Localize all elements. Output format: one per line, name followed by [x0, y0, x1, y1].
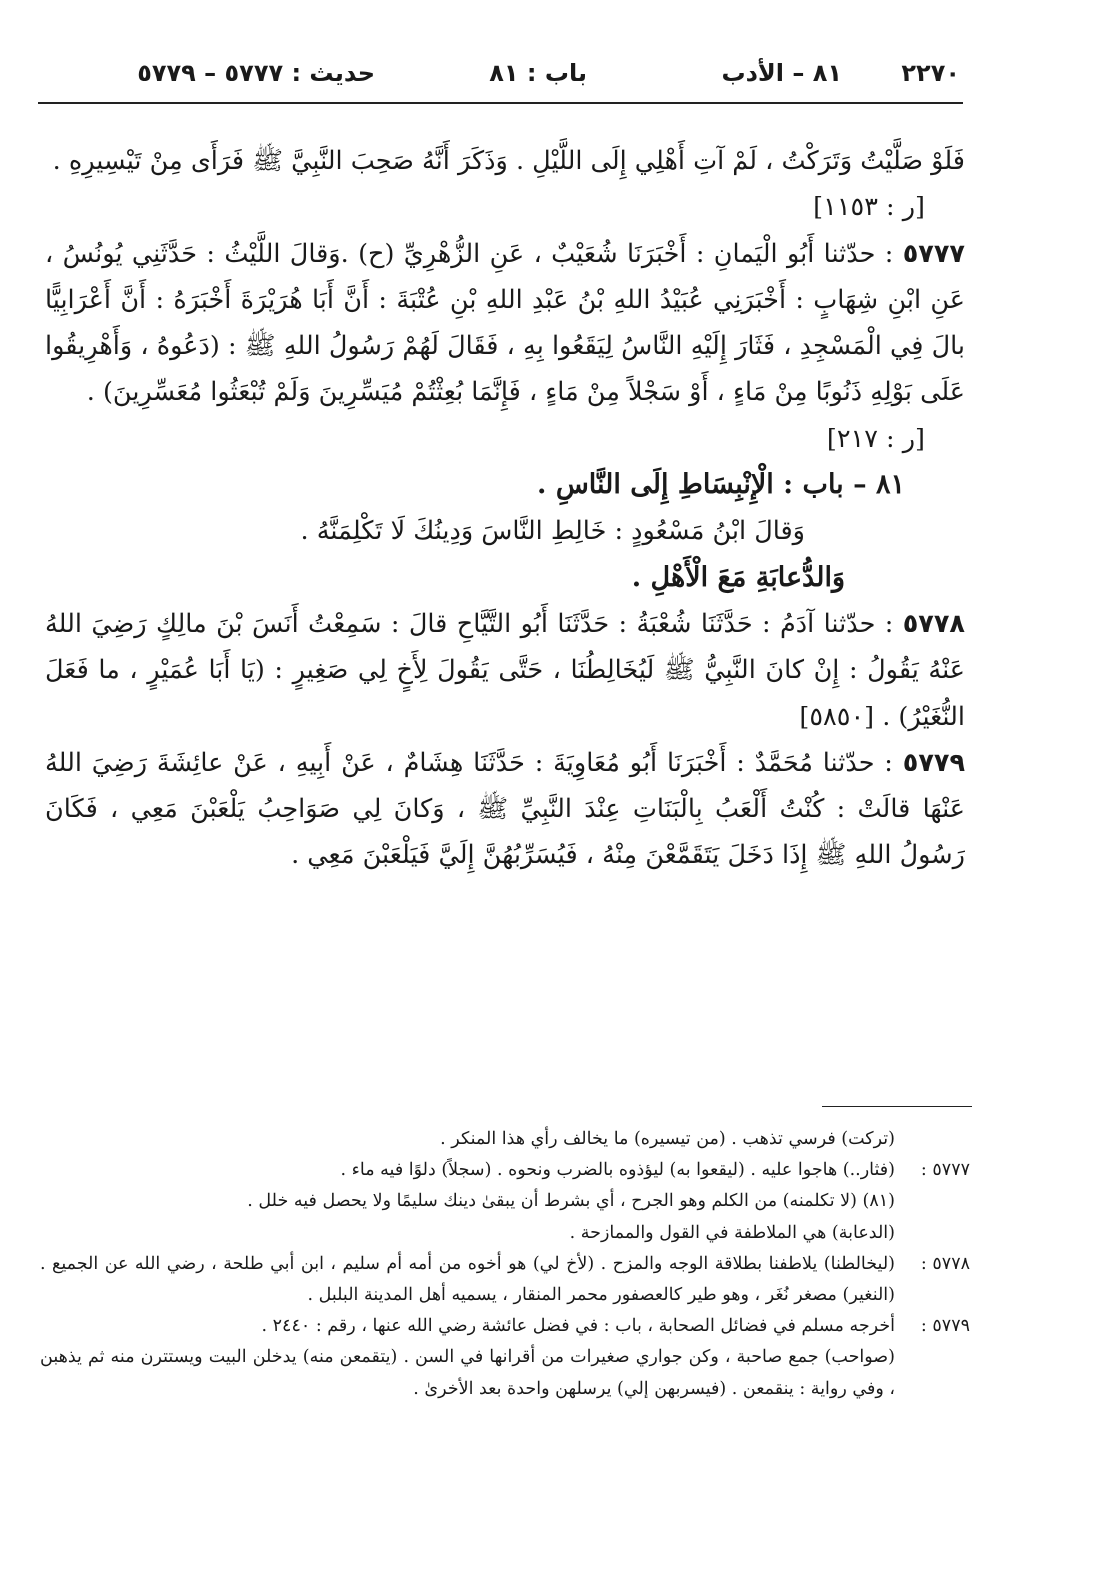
chapter-heading: ٨١ – باب : الْإِنْبِسَاطِ إِلَى النَّاسِ .: [537, 469, 905, 501]
hadith-number: ٥٧٧٨: [902, 608, 965, 639]
footnote: [40, 1218, 970, 1249]
main-text: [45, 138, 965, 879]
footnote-label: ٥٧٧٩ :: [920, 1316, 970, 1337]
footnotes: [40, 1124, 970, 1405]
cross-reference: [ر : ٢١٧]: [826, 423, 925, 454]
ibn-masud-quote: وَقالَ ابْنُ مَسْعُودٍ : خَالِطِ النَّاسَ وَدِينُكَ لَا تَكْلِمَنَّهُ .: [300, 516, 805, 547]
hadith-number: ٥٧٧٩: [902, 747, 966, 778]
footnote-text: أخرجه مسلم في فضائل الصحابة ، باب : في فضل عائشة رضي الله عنها ، رقم : ٢٤٤٠ .: [261, 1316, 895, 1337]
footnote-label: ٥٧٧٨ :: [920, 1253, 970, 1274]
footnote-divider: [822, 1106, 972, 1107]
footnote: [40, 1249, 970, 1311]
hadith-5777: [45, 231, 965, 416]
continuation-paragraph: فَلَوْ صَلَّيْتُ وَتَرَكْتُ ، لَمْ آتِ أَهْلِي إِلَى اللَّيْلِ . وَذَكَرَ أَنَّهُ صَحِبَ النَّبِيَّ ﷺ فَرَأَى مِنْ تَيْسِيرِهِ .: [52, 146, 965, 176]
footnote-text: (تركت) فرسي تذهب . (من تيسيره) ما يخالف رأي هذا المنكر .: [440, 1129, 895, 1149]
footnote: [40, 1186, 970, 1217]
hadith-number: ٥٧٧٧: [902, 238, 965, 269]
header-divider: [38, 102, 963, 104]
hadith-5779: [45, 740, 965, 879]
page-number: ٢٢٧٠: [901, 59, 960, 87]
footnote-label: ٥٧٧٧ :: [920, 1160, 970, 1181]
hadith-5778: [45, 601, 965, 740]
chapter-number: باب : ٨١: [489, 59, 587, 87]
footnote-text: (ليخالطنا) يلاطفنا بطلاقة الوجه والمزح . (لأخ لي) هو أخوه من أمه أم سليم ، ابن أبي طلحة ، رضي الله عن الجميع . (النغير) مصغر نُغَر ، وهو طير كالعصفور محمر المنقار ، يسميه أهل المدينة البلبل .: [40, 1253, 895, 1306]
footnote: [40, 1124, 970, 1155]
hadith-text: : حدّثنا أَبُو الْيَمانِ : أَخْبَرَنَا شُعَيْبٌ ، عَنِ الزُّهْرِيِّ (ح) .وَقالَ اللَّيْثُ : حَدَّثَنِي يُونُسُ ، عَنِ ابْنِ شِهَابٍ : أَخْبَرَنِي عُبَيْدُ اللهِ بْنُ عَبْدِ اللهِ بْنِ عُتْبَةَ : أَنَّ أَبَا هُرَيْرَةَ أَخْبَرَهُ : أَنَّ أَعْرَابِيًّا بالَ فِي الْمَسْجِدِ ، فَثَارَ إِلَيْهِ النَّاسُ لِيَقَعُوا بِهِ ، فَقَالَ لَهُمْ رَسُولُ اللهِ ﷺ : (دَعُوهُ ، وَأَهْرِيقُوا عَلَى بَوْلِهِ ذَنُوبًا مِنْ مَاءٍ ، أَوْ سَجْلاً مِنْ مَاءٍ ، فَإِنَّمَا بُعِثْتُمْ مُيَسِّرِينَ وَلَمْ تُبْعَثُوا مُعَسِّرِينَ) .: [45, 238, 965, 408]
hadith-range: حديث : ٥٧٧٧ – ٥٧٧٩: [137, 59, 375, 87]
footnote: [40, 1155, 970, 1186]
book-title: ٨١ – الأدب: [721, 59, 842, 87]
hadith-text: : حدّثنا مُحَمَّدٌ : أَخْبَرَنَا أَبُو مُعَاوِيَةَ : حَدَّثَنَا هِشَامٌ ، عَنْ أَبِيهِ ، عَنْ عائِشَةَ رَضِيَ اللهُ عَنْهَا قالَتْ : كُنْتُ أَلْعَبُ بِالْبَنَاتِ عِنْدَ النَّبِيِّ ﷺ ، وَكانَ لِي صَوَاحِبُ يَلْعَبْنَ مَعِي ، فَكَانَ رَسُولُ اللهِ ﷺ إِذَا دَخَلَ يَتَقَمَّعْنَ مِنْهُ ، فَيُسَرِّبُهُنَّ إِلَيَّ فَيَلْعَبْنَ مَعِي .: [45, 747, 965, 871]
footnote-text: (صواحب) جمع صاحبة ، وكن جواري صغيرات من أقرانها في السن . (يتقمعن منه) يدخلن البيت ويستترن منه ثم يذهبن ، وفي رواية : ينقمعن . (فيسربهن إلي) يرسلهن واحدة بعد الأخرىٰ .: [40, 1347, 895, 1399]
footnote-text: (٨١) (لا تكلمنه) من الكلم وهو الجرح ، أي بشرط أن يبقىٰ دينك سليمًا ولا يحصل فيه خلل .: [247, 1191, 895, 1212]
cross-reference: [ر : ١١٥٣]: [813, 192, 925, 223]
footnote-text: (فثار..) هاجوا عليه . (ليقعوا به) ليؤذوه بالضرب ونحوه . (سجلاً) دلوًا فيه ماء .: [340, 1160, 895, 1181]
footnote: [40, 1311, 970, 1342]
footnote: [40, 1342, 970, 1404]
chapter-subheading: وَالدُّعابَةِ مَعَ الْأَهْلِ .: [631, 561, 845, 593]
hadith-text: : حدّثنا آدَمُ : حَدَّثَنَا شُعْبَةُ : حَدَّثَنَا أَبُو التَّيَّاحِ قالَ : سَمِعْتُ أَنَسَ بْنَ مالِكٍ رَضِيَ اللهُ عَنْهُ يَقُولُ : إِنْ كانَ النَّبِيُّ ﷺ لَيُخَالِطُنَا ، حَتَّى يَقُولَ لِأَخٍ لِي صَغِيرٍ : (يَا أَبَا عُمَيْرٍ ، ما فَعَلَ النُّغَيْرُ) . [٥٨٥٠]: [45, 608, 965, 732]
footnote-text: (الدعابة) هي الملاطفة في القول والممازحة .: [569, 1222, 895, 1243]
running-header: [137, 55, 960, 95]
